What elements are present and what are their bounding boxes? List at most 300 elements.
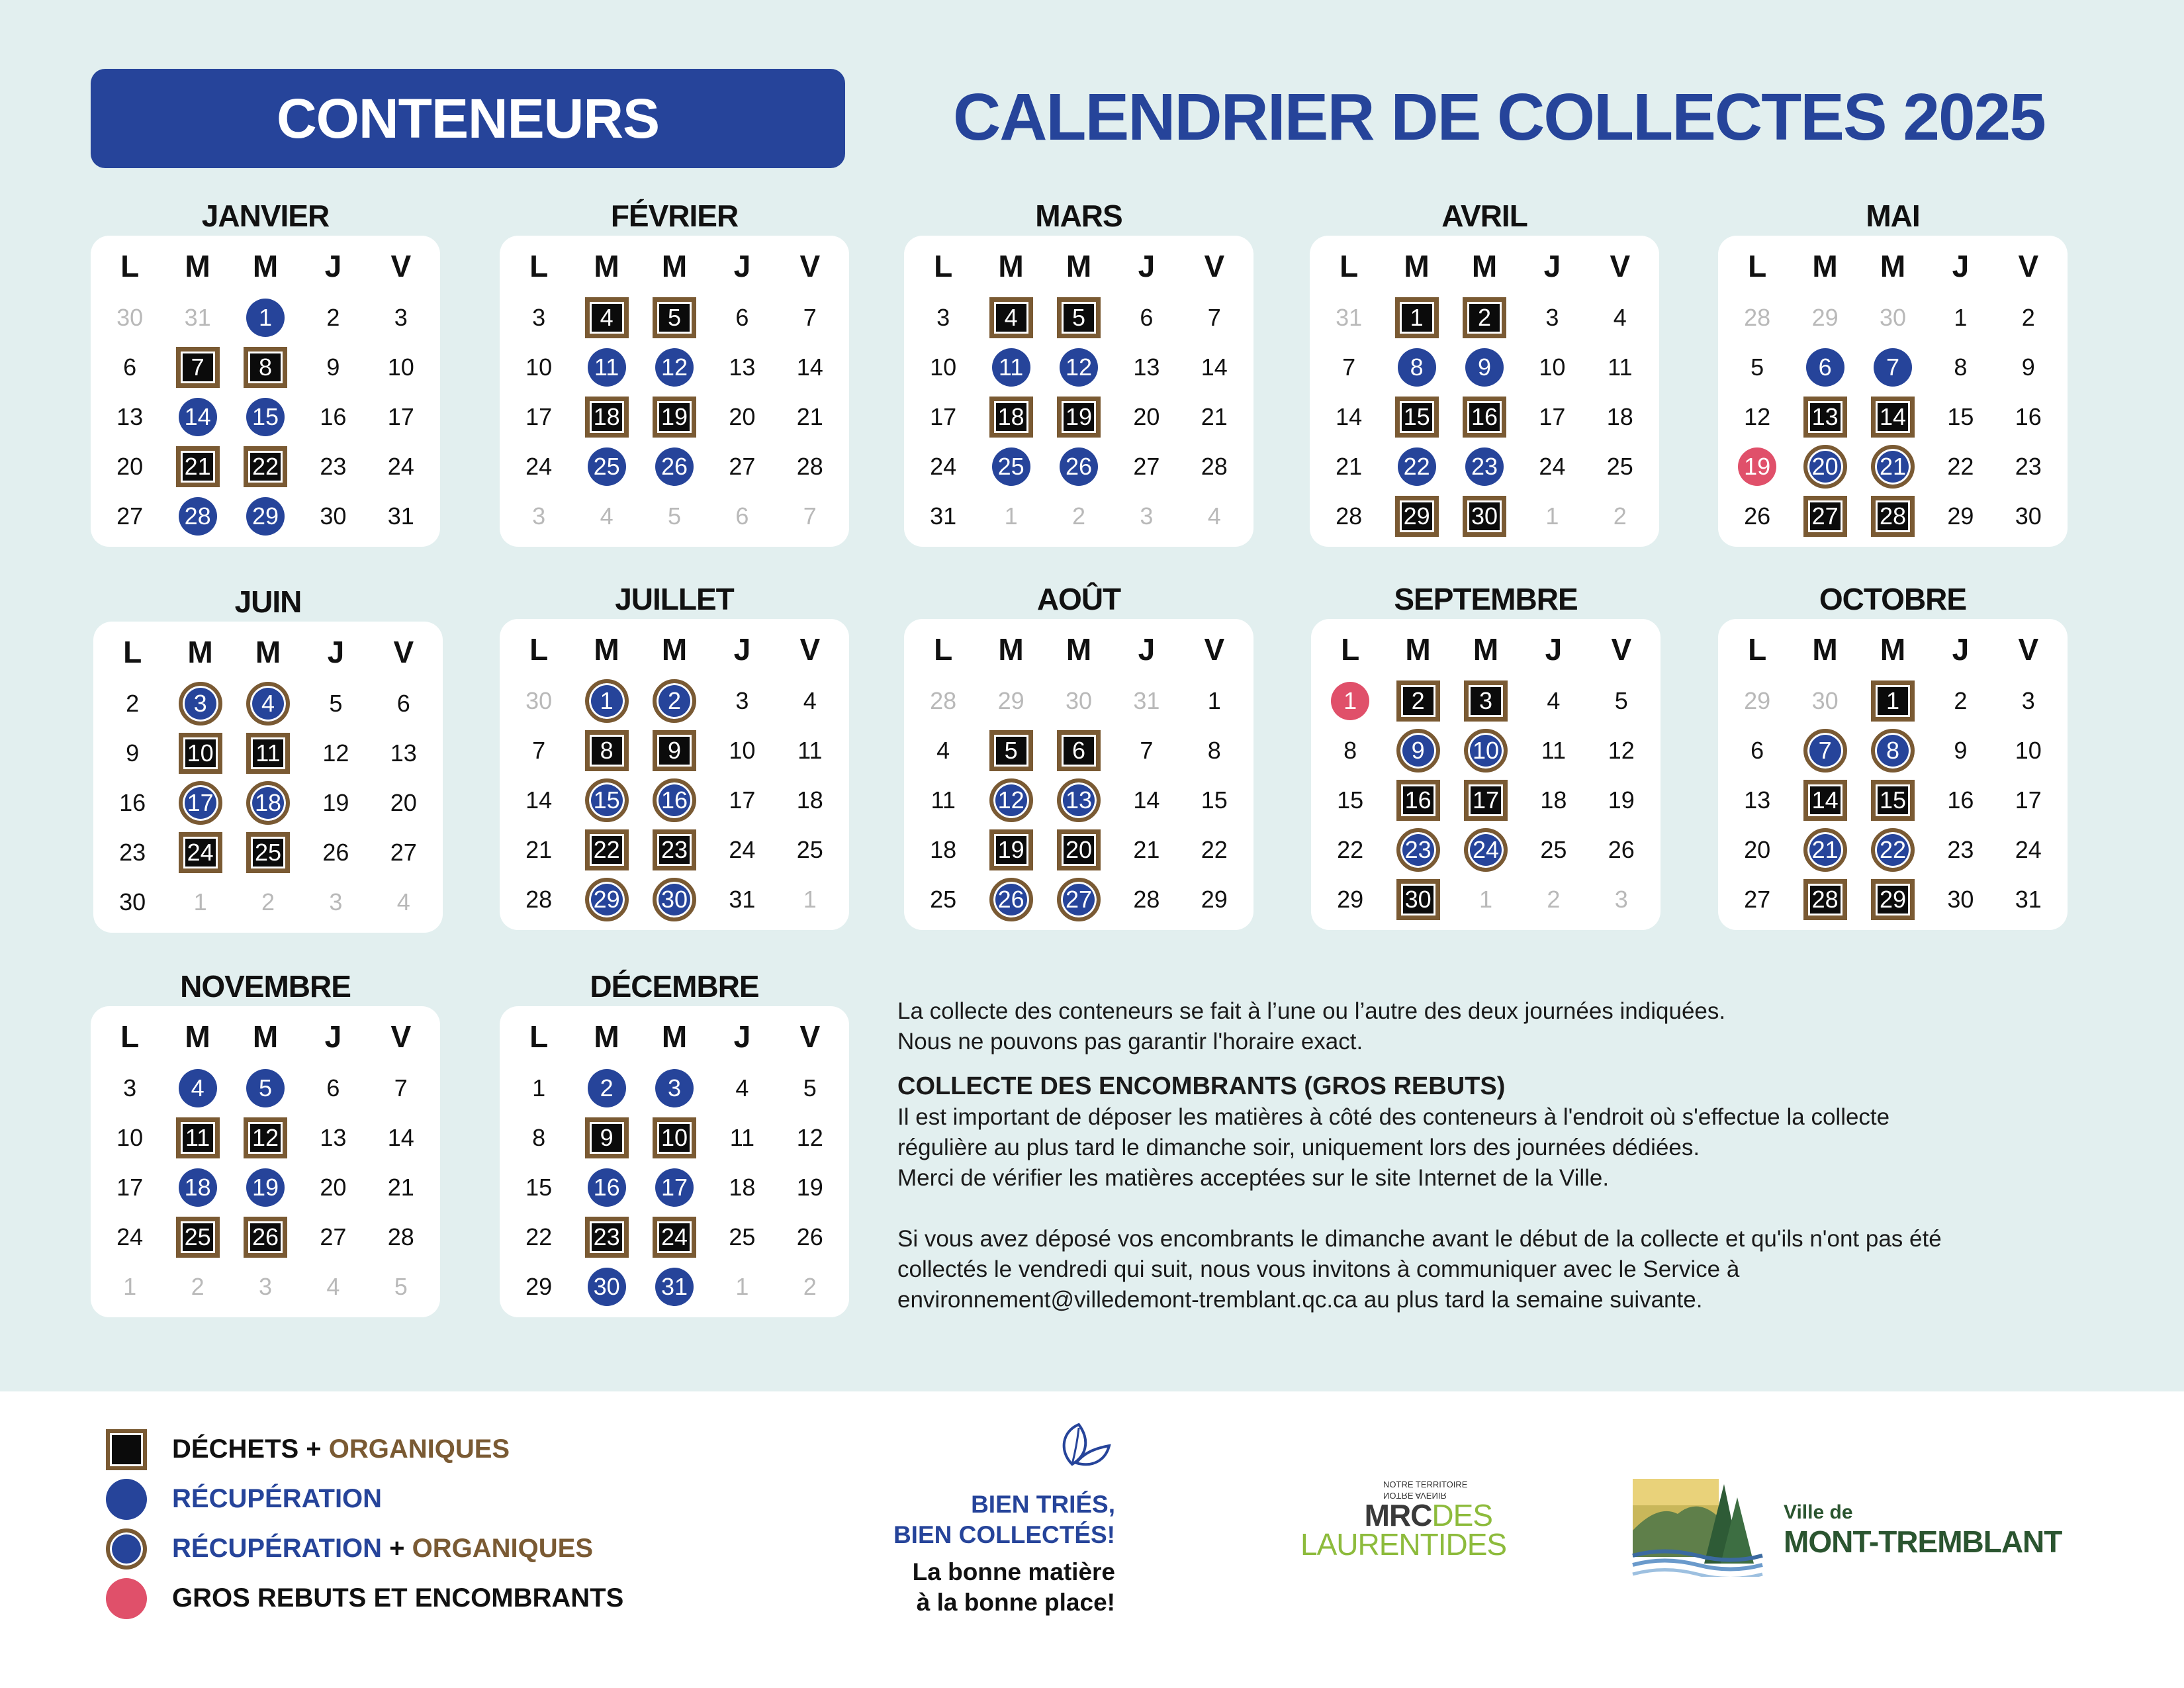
day-cell [1181,442,1248,491]
day-cell [1927,825,1994,874]
day-number: 31 [1336,303,1363,331]
day-cell [96,1262,163,1311]
day-cell [1588,775,1655,825]
month-card [904,236,1253,547]
day-number: 17 [729,786,756,814]
day-number: 23 [1947,835,1974,863]
day-number: 31 [655,1268,694,1306]
day-number: 30 [588,1268,626,1306]
day-number: 25 [1606,452,1633,480]
weekday-header: V [2018,249,2039,283]
day-cell [776,1212,844,1262]
day-number: 2 [1954,686,1968,714]
day-number: 24 [1464,828,1508,872]
day-number: 26 [655,447,694,486]
legend [106,1425,623,1623]
day-cell [99,827,166,877]
day-number: 25 [796,835,823,863]
weekday-header: V [799,249,821,283]
day-number: 18 [246,781,290,825]
day-cell [1927,392,1994,442]
day-number: 1 [1004,502,1018,530]
day-number: 25 [588,447,626,486]
day-cell [96,1212,163,1262]
day-cell [572,293,640,342]
day-number: 5 [653,297,696,338]
day-cell [1995,442,2062,491]
weekday-header: L [120,249,140,283]
month-calendar [500,579,849,930]
day-cell [234,877,302,927]
day-cell [1518,293,1586,342]
day-cell [1045,442,1113,491]
day-cell [1181,676,1248,726]
day-number: 15 [1871,780,1915,821]
day-number: 15 [585,778,629,822]
weekday-header: M [1066,249,1092,283]
day-number: 3 [394,303,408,331]
day-number: 25 [930,885,957,913]
day-number: 16 [1947,786,1974,814]
day-number: 5 [246,1069,285,1107]
day-cell [370,778,437,827]
day-number: 14 [1201,353,1228,381]
day-number: 9 [653,730,696,771]
day-number: 1 [585,679,629,723]
day-cell [641,442,708,491]
day-number: 8 [1954,353,1968,381]
day-number: 1 [1479,885,1492,913]
day-number: 7 [803,502,817,530]
day-number: 26 [244,1217,287,1258]
weekday-header: M [187,635,213,669]
day-cell [1316,825,1384,874]
day-number: 2 [126,689,140,717]
day-number: 30 [1396,879,1440,920]
day-number: 12 [796,1123,823,1151]
month-name: SEPTEMBRE [1394,582,1578,616]
day-cell [641,726,708,775]
day-cell [909,676,977,726]
weekday-header: J [324,249,342,283]
day-number: 10 [729,736,756,764]
day-number: 28 [1803,879,1847,920]
day-cell [163,442,231,491]
day-number: 13 [1133,353,1160,381]
day-cell [1859,726,1927,775]
weekday-header: M [661,1019,688,1054]
month-card [1718,236,2068,547]
day-cell [708,1262,776,1311]
day-cell [909,491,977,541]
day-cell [776,726,844,775]
day-cell [367,1063,435,1113]
day-number: 30 [320,502,347,530]
month-name: DÉCEMBRE [590,969,759,1004]
day-cell [977,442,1044,491]
day-number: 15 [1201,786,1228,814]
day-number: 11 [931,786,956,814]
month-name: JUILLET [615,582,734,616]
day-cell [1451,392,1518,442]
day-number: 28 [525,885,553,913]
day-number: 23 [119,838,146,866]
conteneurs-badge [91,69,845,168]
info-line: La collecte des conteneurs se fait à l’une ou l’autre des deux journées indiquées. [897,998,1726,1024]
day-cell [1927,726,1994,775]
day-number: 9 [126,739,140,767]
day-number: 19 [246,1168,285,1207]
weekday-header: J [324,1019,342,1054]
month-name: NOVEMBRE [180,969,351,1004]
day-cell [1384,825,1451,874]
day-number: 19 [322,788,349,816]
day-cell [299,442,367,491]
month-card [500,236,849,547]
info-text [897,996,2082,1315]
day-cell [1113,293,1180,342]
day-cell [1791,825,1858,874]
day-number: 28 [1133,885,1160,913]
day-number: 31 [387,502,414,530]
day-cell [1791,491,1858,541]
day-cell [776,293,844,342]
day-number: 27 [320,1223,347,1250]
day-number: 15 [246,398,285,436]
weekday-header: M [594,249,619,283]
day-number: 21 [796,402,823,430]
day-cell [1723,775,1791,825]
day-cell [96,1063,163,1113]
day-number: 6 [1140,303,1154,331]
day-number: 25 [176,1217,220,1258]
day-number: 12 [989,778,1033,822]
day-number: 8 [1343,736,1357,764]
day-cell [1315,293,1383,342]
day-cell [1723,392,1791,442]
day-number: 2 [803,1272,817,1300]
day-cell [299,491,367,541]
day-number: 27 [729,452,756,480]
day-cell [977,775,1044,825]
day-number: 8 [1398,348,1436,387]
day-cell [163,342,231,392]
weekday-header: L [1748,249,1767,283]
day-number: 20 [1803,445,1847,489]
day-number: 14 [179,398,217,436]
day-cell [909,392,977,442]
day-number: 3 [735,686,749,714]
day-cell [1995,726,2062,775]
day-cell [1452,676,1520,726]
day-number: 30 [1879,303,1906,331]
day-cell [302,778,369,827]
day-number: 3 [936,303,950,331]
day-cell [1859,342,1927,392]
day-cell [1045,342,1113,392]
day-number: 22 [1337,835,1364,863]
day-cell [776,874,844,924]
month-calendar [1310,196,1659,547]
day-number: 11 [176,1117,220,1158]
day-cell [1045,491,1113,541]
day-cell [776,491,844,541]
day-number: 24 [729,835,756,863]
info-line: environnement@villedemont-tremblant.qc.ca au plus tard la semaine suivante. [897,1287,1703,1313]
day-cell [232,1063,299,1113]
day-cell [232,442,299,491]
month-name: FÉVRIER [610,199,739,233]
day-cell [776,825,844,874]
day-cell [96,1113,163,1162]
day-cell [1113,825,1180,874]
weekday-header: M [998,249,1024,283]
day-cell [977,825,1044,874]
day-number: 21 [387,1173,414,1201]
day-cell [1927,293,1994,342]
day-number: 3 [1545,303,1559,331]
day-cell [1520,825,1587,874]
square-icon [106,1429,147,1470]
day-cell [572,1262,640,1311]
day-number: 17 [1539,402,1566,430]
weekday-header: L [1748,632,1767,667]
day-cell [96,1162,163,1212]
day-cell [776,442,844,491]
info-line: régulière au plus tard le dimanche soir, uniquement lors des journées dédiées. [897,1135,1700,1160]
weekday-header: M [255,635,281,669]
day-cell [99,679,166,728]
day-cell [234,679,302,728]
day-cell [1316,874,1384,924]
day-number: 10 [1464,729,1508,773]
day-cell [1723,726,1791,775]
day-number: 28 [796,452,823,480]
day-cell [1791,293,1858,342]
day-cell [1586,491,1654,541]
day-number: 14 [1336,402,1363,430]
day-cell [1723,442,1791,491]
day-cell [1791,775,1858,825]
day-cell [1520,676,1587,726]
day-number: 27 [390,838,417,866]
weekday-header: V [390,1019,412,1054]
day-number: 26 [989,878,1033,921]
day-number: 17 [655,1168,694,1207]
weekday-header: J [1952,249,1970,283]
day-cell [641,293,708,342]
day-number: 17 [2015,786,2042,814]
day-number: 29 [1947,502,1974,530]
weekday-header: M [1812,249,1838,283]
day-cell [641,775,708,825]
day-cell [1451,491,1518,541]
month-calendar [91,966,440,1317]
day-cell [909,442,977,491]
day-cell [1791,442,1858,491]
day-cell [1723,825,1791,874]
day-cell [166,778,234,827]
legend-item-recuperation: RÉCUPÉRATION [106,1474,623,1524]
day-cell [1451,293,1518,342]
day-cell [1927,342,1994,392]
day-number: 16 [1463,397,1506,438]
day-number: 27 [1057,878,1101,921]
encombrants-heading: COLLECTE DES ENCOMBRANTS (GROS REBUTS) [897,1072,1506,1100]
day-cell [572,775,640,825]
day-cell [708,1162,776,1212]
weekday-header: L [123,635,142,669]
day-number: 17 [930,402,957,430]
weekday-header: V [799,1019,821,1054]
day-number: 17 [116,1173,144,1201]
day-cell [1113,491,1180,541]
day-number: 15 [1947,402,1974,430]
day-cell [505,442,572,491]
day-number: 13 [1803,397,1847,438]
day-cell [641,676,708,726]
day-cell [1586,392,1654,442]
day-cell [708,726,776,775]
day-number: 7 [1342,353,1356,381]
day-number: 15 [1337,786,1364,814]
day-number: 19 [989,829,1033,870]
legend-item-dechets: DÉCHETS + ORGANIQUES [106,1425,623,1474]
day-number: 3 [655,1069,694,1107]
day-number: 21 [525,835,553,863]
day-number: 14 [796,353,823,381]
day-number: 9 [585,1117,629,1158]
day-cell [505,342,572,392]
day-cell [1586,293,1654,342]
day-number: 11 [797,736,823,764]
day-cell [1588,874,1655,924]
day-number: 23 [1396,828,1440,872]
day-number: 21 [1803,828,1847,872]
day-cell [299,1063,367,1113]
day-cell [1518,491,1586,541]
day-cell [641,392,708,442]
mont-tremblant-logo-icon [1631,1477,1764,1577]
day-cell [1384,874,1451,924]
day-number: 28 [1871,496,1915,537]
day-number: 1 [193,888,207,915]
day-cell [1791,874,1858,924]
weekday-header: J [1545,632,1563,667]
day-number: 18 [1540,786,1567,814]
day-number: 2 [326,303,340,331]
day-cell [367,392,435,442]
day-cell [641,825,708,874]
weekday-header: V [1610,249,1631,283]
weekday-header: L [934,632,953,667]
day-number: 30 [116,303,144,331]
pink-circle-icon [106,1578,147,1619]
month-name: JUIN [234,585,302,619]
day-cell [1316,676,1384,726]
day-number: 3 [1464,680,1508,722]
day-cell [96,491,163,541]
weekday-header: M [661,632,688,667]
day-cell [572,1063,640,1113]
day-number: 10 [653,1117,696,1158]
day-cell [234,728,302,778]
day-number: 31 [930,502,957,530]
day-cell [1113,775,1180,825]
day-cell [232,1212,299,1262]
day-number: 6 [123,353,137,381]
day-number: 23 [653,829,696,870]
day-cell [1723,342,1791,392]
day-cell [1113,342,1180,392]
day-cell [1927,491,1994,541]
day-number: 24 [116,1223,144,1250]
day-cell [299,293,367,342]
day-cell [1927,775,1994,825]
day-cell [505,726,572,775]
day-cell [1995,392,2062,442]
ringed-circle-icon [106,1528,147,1570]
day-cell [1995,293,2062,342]
day-number: 29 [525,1272,553,1300]
day-number: 14 [387,1123,414,1151]
day-number: 1 [123,1272,137,1300]
day-cell [299,1162,367,1212]
day-number: 6 [735,502,749,530]
day-cell [299,1262,367,1311]
day-cell [1791,342,1858,392]
day-cell [299,342,367,392]
day-number: 21 [1336,452,1363,480]
day-cell [1315,442,1383,491]
weekday-header: J [1138,632,1156,667]
day-number: 28 [1201,452,1228,480]
day-number: 24 [387,452,414,480]
day-cell [1181,491,1248,541]
month-name: MAI [1866,199,1920,233]
day-number: 18 [729,1173,756,1201]
day-number: 22 [585,829,629,870]
day-cell [1791,726,1858,775]
day-number: 31 [729,885,756,913]
day-number: 31 [1133,686,1160,714]
day-number: 2 [1613,502,1627,530]
day-cell [1181,825,1248,874]
day-number: 16 [320,402,347,430]
day-cell [776,1063,844,1113]
day-number: 15 [1395,397,1439,438]
day-cell [1520,874,1587,924]
day-cell [1859,775,1927,825]
day-number: 4 [600,502,614,530]
day-number: 5 [667,502,681,530]
day-cell [572,442,640,491]
day-number: 7 [394,1074,408,1102]
day-number: 11 [1541,736,1567,764]
day-number: 24 [525,452,553,480]
day-number: 24 [179,832,222,873]
day-cell [572,342,640,392]
day-number: 16 [1396,780,1440,821]
day-number: 4 [1207,502,1221,530]
weekday-header: M [185,1019,210,1054]
month-card [93,622,443,933]
day-cell [1451,342,1518,392]
day-number: 2 [1463,297,1506,338]
day-cell [977,342,1044,392]
day-cell [1723,293,1791,342]
day-number: 16 [588,1168,626,1207]
